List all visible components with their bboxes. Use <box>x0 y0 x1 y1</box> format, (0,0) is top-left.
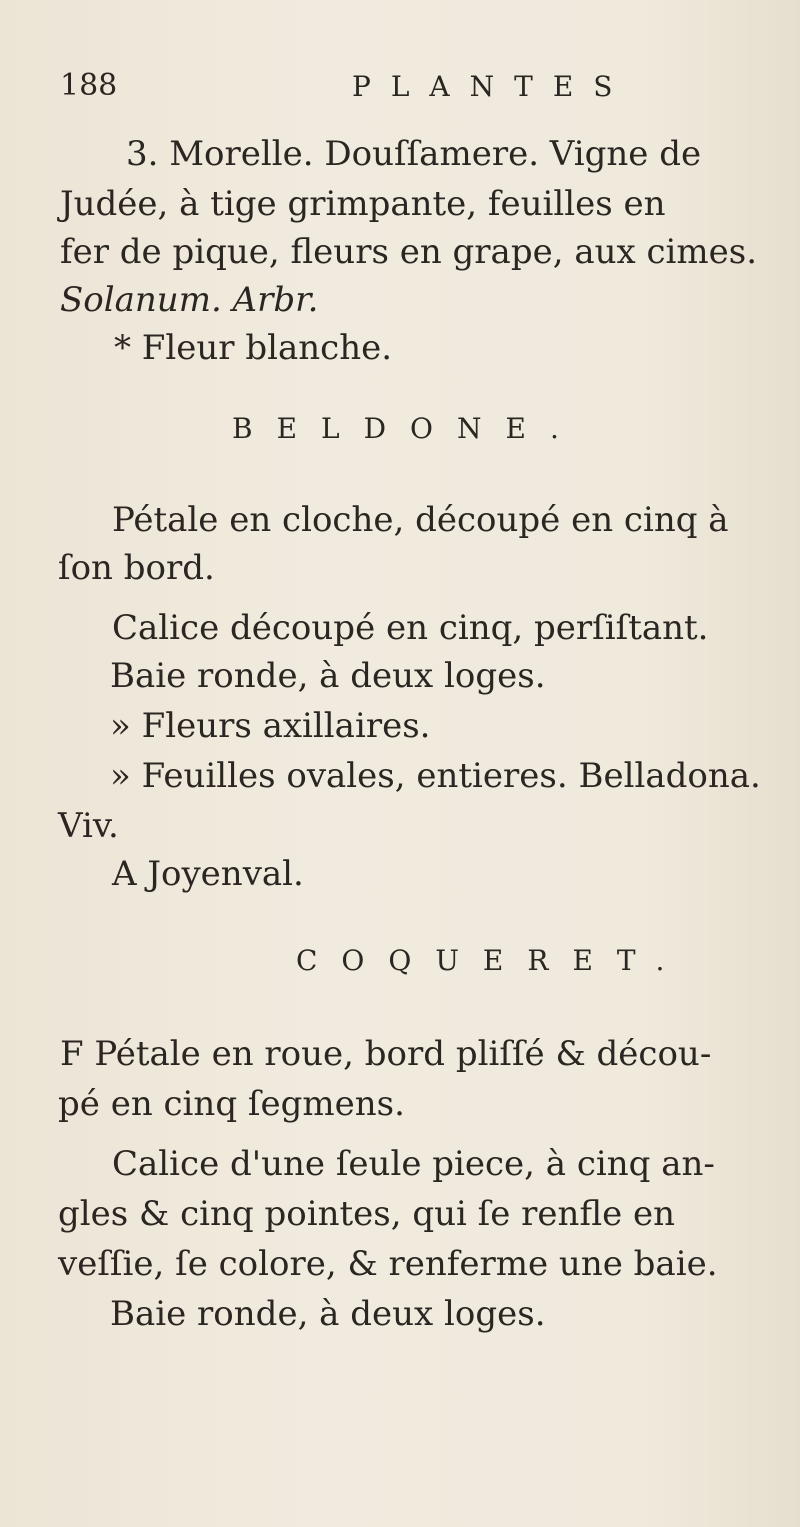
text-line: veſſie, ſe colore, & renferme une baie. <box>58 1244 718 1284</box>
text-line: Calice découpé en cinq, perſiſtant. <box>112 608 709 648</box>
text-line: Calice d'une ſeule piece, à cinq an- <box>112 1144 715 1184</box>
text-line: » Fleurs axillaires. <box>110 706 431 746</box>
text-line: Baie ronde, à deux loges. <box>110 656 546 696</box>
text-line: pé en cinq ſegmens. <box>58 1084 405 1124</box>
text-line: gles & cinq pointes, qui ſe renfle en <box>58 1194 676 1234</box>
text-line: fer de pique, fleurs en grape, aux cimes. <box>60 232 757 272</box>
text-line: Baie ronde, à deux loges. <box>110 1294 546 1334</box>
section-title: BELDONE. <box>232 412 583 445</box>
section-title: COQUERET. <box>296 944 689 977</box>
page-header <box>60 68 760 118</box>
text-line: Solanum. Arbr. <box>60 280 319 320</box>
text-line: 3. Morelle. Douſſamere. Vigne de <box>126 134 702 174</box>
text-line: Pétale en cloche, découpé en cinq à <box>112 500 729 540</box>
text-line: F Pétale en roue, bord pliſſé & décou- <box>60 1034 712 1074</box>
text-line: Judée, à tige grimpante, feuilles en <box>60 184 666 224</box>
text-line: A Joyenval. <box>112 854 304 894</box>
running-head: PLANTES <box>352 70 633 103</box>
text-line: Viv. <box>58 806 119 846</box>
text-line: * Fleur blanche. <box>114 328 393 368</box>
text-line: ſon bord. <box>58 548 215 588</box>
text-line: » Feuilles ovales, entieres. Belladona. <box>110 756 761 796</box>
page-number: 188 <box>60 68 118 103</box>
